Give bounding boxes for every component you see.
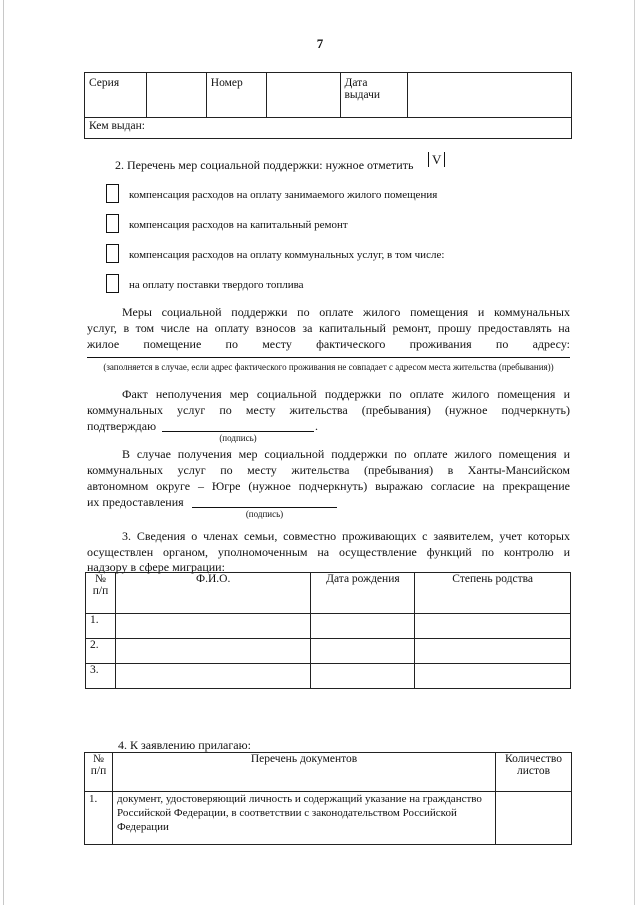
para1-line3: жилое помещение по месту фактического проживания по адресу: bbox=[87, 337, 570, 351]
document-name: документ, удостоверяющий личность и содержащий указание на гражданство Российской Федерации, в соответствии с законодательством Российской Федерации bbox=[112, 792, 495, 845]
signature-note-2: (подпись) bbox=[245, 509, 284, 519]
row-number: 1. bbox=[86, 614, 116, 639]
checkbox-solid-fuel[interactable] bbox=[106, 274, 119, 293]
col-sheet-count: Количество листов bbox=[496, 753, 572, 792]
para3-line4: их предоставления bbox=[87, 495, 184, 509]
option-utilities-label: компенсация расходов на оплату коммунальных услуг, в том числе: bbox=[129, 249, 445, 261]
option-housing-label: компенсация расходов на оплату занимаемого жилого помещения bbox=[129, 189, 438, 201]
scan-edge-right bbox=[634, 0, 635, 905]
row-number: 3. bbox=[86, 664, 116, 689]
series-value[interactable] bbox=[146, 73, 206, 118]
series-label: Серия bbox=[85, 73, 147, 118]
col-documents: Перечень документов bbox=[112, 753, 495, 792]
birth-date-cell[interactable] bbox=[311, 664, 415, 689]
col-birth-date: Дата рождения bbox=[311, 573, 415, 614]
para3-line1: В случае получения мер социальной поддержки по оплате жилого помещения и bbox=[122, 447, 570, 461]
number-label: Номер bbox=[206, 73, 266, 118]
checkbox-utilities[interactable] bbox=[106, 244, 119, 263]
para1-line1: Меры социальной поддержки по оплате жилого помещения и коммунальных bbox=[122, 305, 570, 319]
full-name-cell[interactable] bbox=[115, 639, 311, 664]
relation-cell[interactable] bbox=[415, 639, 571, 664]
col-number: № п/п bbox=[85, 753, 113, 792]
sheet-count-cell[interactable] bbox=[496, 792, 572, 845]
issued-by-field[interactable]: Кем выдан: bbox=[85, 118, 572, 139]
birth-date-cell[interactable] bbox=[311, 639, 415, 664]
col-number: № п/п bbox=[86, 573, 116, 614]
row-number: 1. bbox=[85, 792, 113, 845]
table-row bbox=[85, 792, 572, 845]
issue-date-value[interactable] bbox=[408, 73, 572, 118]
signature-field-2[interactable] bbox=[192, 507, 337, 508]
address-field[interactable] bbox=[87, 357, 570, 358]
issue-date-label: Дата выдачи bbox=[340, 73, 408, 118]
relation-cell[interactable] bbox=[415, 614, 571, 639]
para2-line3: подтверждаю bbox=[87, 419, 157, 433]
section3-line2: осуществлен органом, уполномоченным на осуществление функций по контролю и bbox=[87, 545, 570, 559]
attached-documents-table bbox=[84, 752, 572, 845]
para2-line2: коммунальных услуг по месту жительства (пребывания) (нужное подчеркнуть) bbox=[87, 403, 570, 417]
col-full-name: Ф.И.О. bbox=[115, 573, 311, 614]
row-number: 2. bbox=[86, 639, 116, 664]
relation-cell[interactable] bbox=[415, 664, 571, 689]
family-members-table bbox=[85, 572, 571, 689]
section3-line3: надзору в сфере миграции: bbox=[87, 560, 225, 574]
signature-note-1: (подпись) bbox=[219, 433, 257, 443]
section2-heading: 2. Перечень мер социальной поддержки: нужное отметить bbox=[115, 158, 414, 172]
period-1: . bbox=[315, 419, 318, 433]
signature-field-1[interactable] bbox=[162, 431, 314, 432]
option-solid-fuel-label: на оплату поставки твердого топлива bbox=[129, 279, 304, 291]
para3-line3: автономном округе – Югре (нужное подчеркнуть) выражаю согласие на прекращение bbox=[87, 479, 570, 493]
para1-line2: услуг, в том числе на оплату взносов за капитальный ремонт, прошу предоставлять на bbox=[87, 321, 570, 335]
checkmark-sample: V bbox=[425, 152, 448, 168]
option-capital-repair-label: компенсация расходов на капитальный ремонт bbox=[129, 219, 348, 231]
section3-line1: 3. Сведения о членах семьи, совместно проживающих с заявителем, учет которых bbox=[122, 529, 570, 543]
checkbox-housing[interactable] bbox=[106, 184, 119, 203]
table-row bbox=[86, 639, 571, 664]
full-name-cell[interactable] bbox=[115, 664, 311, 689]
col-relation: Степень родства bbox=[415, 573, 571, 614]
birth-date-cell[interactable] bbox=[311, 614, 415, 639]
number-value[interactable] bbox=[266, 73, 340, 118]
full-name-cell[interactable] bbox=[115, 614, 311, 639]
para2-line1: Факт неполучения мер социальной поддержки по оплате жилого помещения и bbox=[122, 387, 570, 401]
address-note: (заполняется в случае, если адрес фактического проживания не совпадает с адресом места жительства (пребывания)) bbox=[103, 362, 554, 372]
table-row bbox=[86, 664, 571, 689]
checkbox-capital-repair[interactable] bbox=[106, 214, 119, 233]
section4-heading: 4. К заявлению прилагаю: bbox=[118, 738, 251, 752]
scan-edge-left bbox=[3, 0, 4, 905]
para3-line2: коммунальных услуг по месту жительства (пребывания) в Ханты-Мансийском bbox=[87, 463, 570, 477]
page-number: 7 bbox=[316, 36, 324, 51]
table-row bbox=[86, 614, 571, 639]
passport-table bbox=[84, 72, 572, 139]
